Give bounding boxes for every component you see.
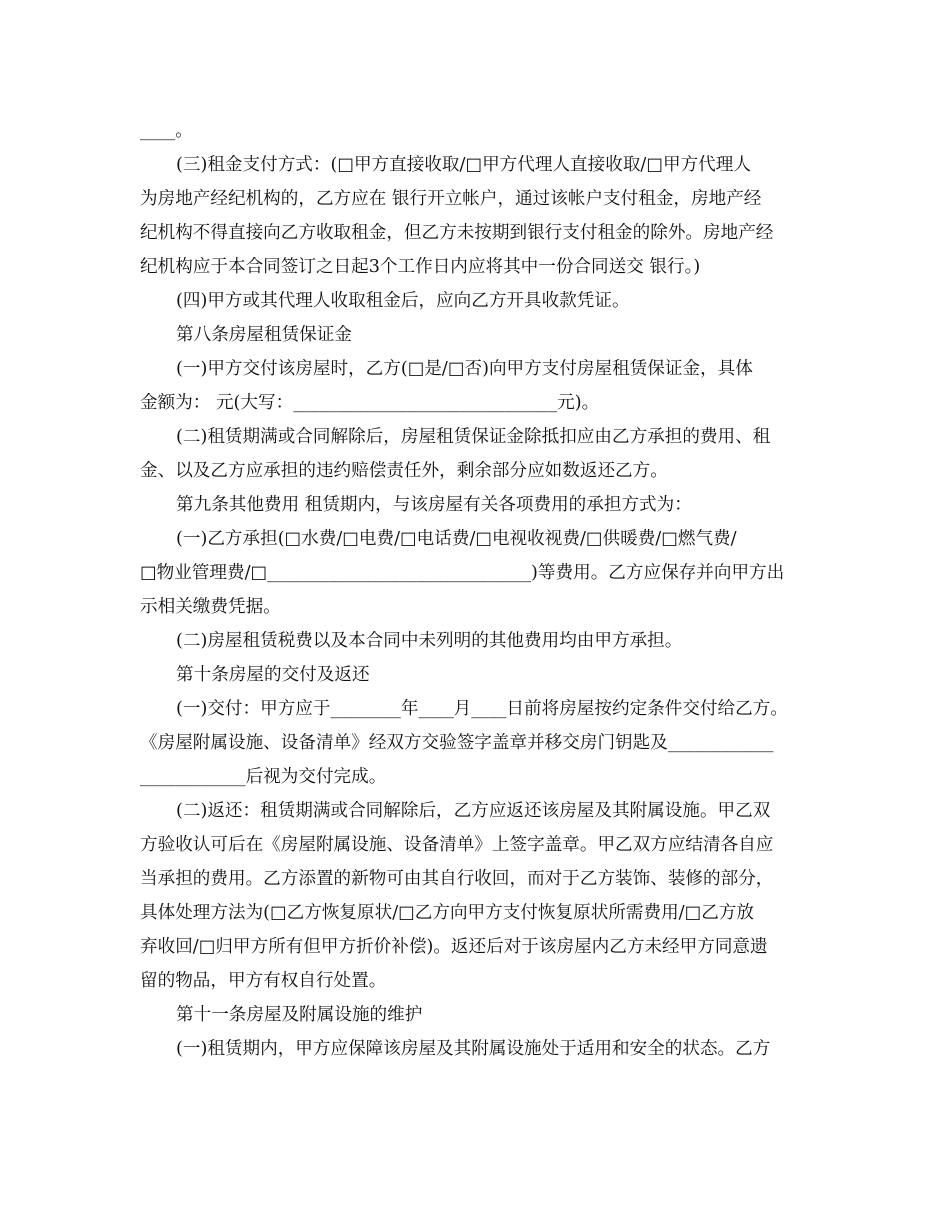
text-line: 具体处理方法为(□乙方恢复原状/□乙方向甲方支付恢复原状所需费用/□乙方放 [140, 903, 754, 923]
text-line: (一)交付：甲方应于________年____月____日前将房屋按约定条件交付给乙方。 [176, 699, 788, 719]
text-line: (四)甲方或其代理人收取租金后，应向乙方开具收款凭证。 [176, 291, 630, 311]
text-line: 纪机构不得直接向乙方收取租金，但乙方未按期到银行支付租金的除外。房地产经 [140, 223, 774, 243]
section-heading: 第八条房屋租赁保证金 [176, 325, 352, 345]
text-line: 纪机构应于本合同签订之日起3个工作日内应将其中一份合同送交 银行。) [140, 257, 701, 277]
text-line: 弃收回/□归甲方所有但甲方折价补偿)。返还后对于该房屋内乙方未经甲方同意遗 [140, 937, 768, 957]
text-line: 金额为： 元(大写：______________________________元)。 [140, 393, 600, 413]
text-line: (三)租金支付方式：(□甲方直接收取/□甲方代理人直接收取/□甲方代理人 [176, 155, 751, 175]
text-line: 方验收认可后在《房屋附属设施、设备清单》上签字盖章。甲乙双方应结清各自应 [140, 835, 774, 855]
text-line: ____________后视为交付完成。 [140, 767, 387, 787]
text-line: (一)租赁期内，甲方应保障该房屋及其附属设施处于适用和安全的状态。乙方 [176, 1039, 771, 1059]
section-heading: 第九条其他费用 租赁期内，与该房屋有关各项费用的承担方式为： [176, 495, 692, 515]
section-heading: 第十一条房屋及附属设施的维护 [176, 1005, 423, 1025]
text-line: (一)甲方交付该房屋时，乙方(□是/□否)向甲方支付房屋租赁保证金，具体 [176, 359, 753, 379]
text-line: (一)乙方承担(□水费/□电费/□电话费/□电视收视费/□供暖费/□燃气费/ [176, 529, 737, 549]
text-line: 留的物品，甲方有权自行处置。 [140, 971, 387, 991]
text-line: 金、以及乙方应承担的违约赔偿责任外，剩余部分应如数返还乙方。 [140, 461, 668, 481]
text-line: (二)房屋租赁税费以及本合同中未列明的其他费用均由甲方承担。 [176, 631, 683, 651]
text-line: 为房地产经纪机构的，乙方应在 银行开立帐户，通过该帐户支付租金，房地产经 [140, 189, 762, 209]
text-line: ____。 [140, 121, 193, 141]
text-line: (二)返还：租赁期满或合同解除后，乙方应返还该房屋及其附属设施。甲乙双 [176, 801, 771, 821]
section-heading: 第十条房屋的交付及返还 [176, 665, 370, 685]
text-line: 《房屋附属设施、设备清单》经双方交验签字盖章并移交房门钥匙及____________ [140, 733, 774, 753]
text-line: 示相关缴费凭据。 [140, 597, 281, 617]
text-line: □物业管理费/□______________________________)等费用。乙方应保存并向甲方出 [140, 563, 785, 583]
text-line: 当承担的费用。乙方添置的新物可由其自行收回，而对于乙方装饰、装修的部分， [140, 869, 774, 889]
text-line: (二)租赁期满或合同解除后，房屋租赁保证金除抵扣应由乙方承担的费用、租 [176, 427, 771, 447]
